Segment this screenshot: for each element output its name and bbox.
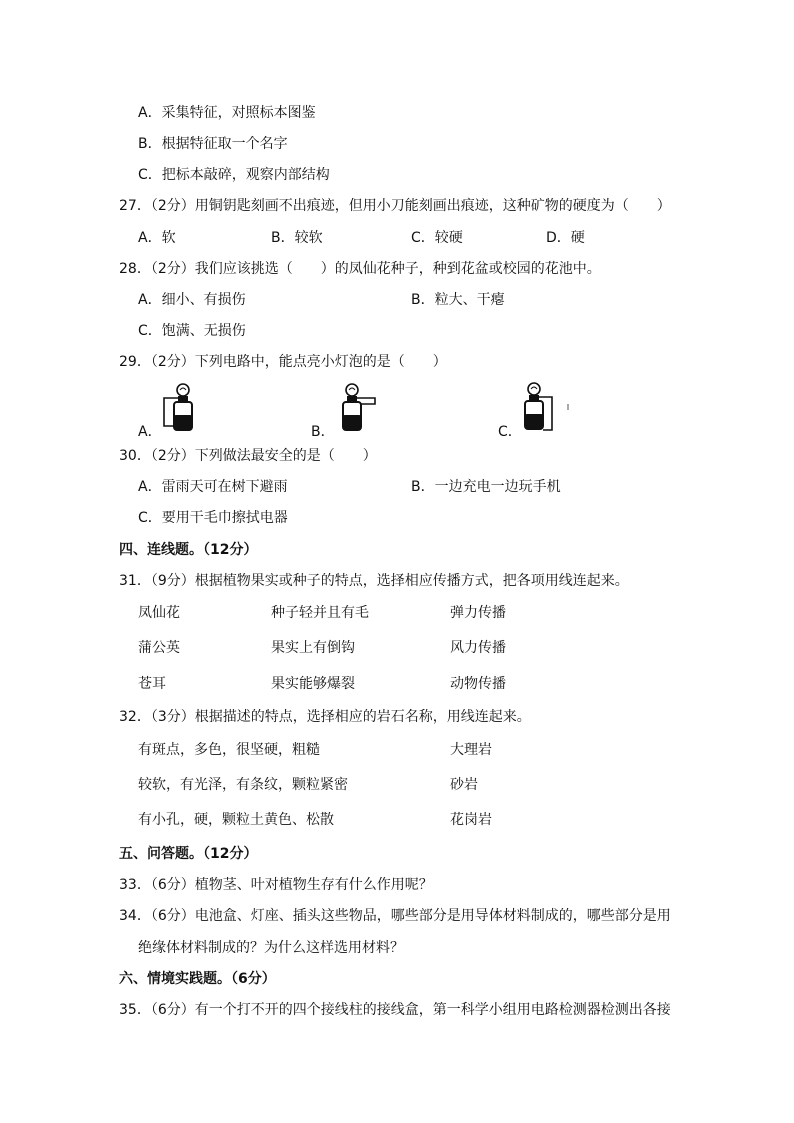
q26-option-b: B．根据特征取一个名字 (138, 136, 288, 152)
q27-option-d: D．硬 (546, 230, 585, 246)
circuit-c-diagram (518, 380, 572, 434)
q31-method-1: 弹力传播 (450, 605, 506, 621)
q35-stem: 35．（6分）有一个打不开的四个接线柱的接线盒，第一科学小组用电路检测器检测出各接 (119, 1002, 671, 1018)
q34-stem: 34．（6分）电池盒、灯座、插头这些物品，哪些部分是用导体材料制成的，哪些部分是用 (119, 908, 671, 924)
q27-option-a: A．软 (138, 230, 176, 246)
section-6-title: 六、情境实践题。（6分） (119, 971, 276, 987)
q29-option-b-label: B． (311, 424, 335, 440)
q32-rock-1: 大理岩 (450, 742, 492, 758)
section-5-title: 五、问答题。（12分） (119, 846, 258, 862)
q29-option-a-label: A． (138, 424, 162, 440)
q26-option-c: C．把标本敲碎，观察内部结构 (138, 167, 330, 183)
q31-method-3: 动物传播 (450, 676, 506, 692)
q32-rock-3: 花岗岩 (450, 812, 492, 828)
q30-option-c: C．要用干毛巾擦拭电器 (138, 510, 288, 526)
q31-plant-3: 苍耳 (138, 676, 166, 692)
circuit-b-diagram (332, 382, 382, 434)
q30-stem: 30．（2分）下列做法最安全的是（ ） (119, 448, 377, 464)
q31-feature-1: 种子轻并且有毛 (271, 605, 369, 621)
q31-plant-2: 蒲公英 (138, 640, 180, 656)
q31-stem: 31．（9分）根据植物果实或种子的特点，选择相应传播方式，把各项用线连起来。 (119, 573, 629, 589)
q33-stem: 33．（6分）植物茎、叶对植物生存有什么作用呢？ (119, 877, 433, 893)
q28-option-a: A．细小、有损伤 (138, 292, 246, 308)
q31-feature-3: 果实能够爆裂 (271, 676, 355, 692)
circuit-a-diagram (160, 382, 206, 434)
q27-stem: 27．（2分）用铜钥匙刻画不出痕迹，但用小刀能刻画出痕迹，这种矿物的硬度为（ ） (119, 198, 671, 214)
q27-option-b: B．较软 (271, 230, 323, 246)
q32-description-1: 有斑点，多色，很坚硬，粗糙 (138, 742, 320, 758)
q32-rock-2: 砂岩 (450, 777, 478, 793)
q28-option-b: B．粒大、干瘪 (411, 292, 505, 308)
q34-stem-continued: 绝缘体材料制成的？为什么这样选用材料？ (138, 940, 404, 956)
q28-option-c: C．饱满、无损伤 (138, 323, 246, 339)
q31-feature-2: 果实上有倒钩 (271, 640, 355, 656)
q30-option-b: B．一边充电一边玩手机 (411, 479, 561, 495)
q29-stem: 29．（2分）下列电路中，能点亮小灯泡的是（ ） (119, 354, 447, 370)
q27-option-c: C．较硬 (411, 230, 463, 246)
q31-method-2: 风力传播 (450, 640, 506, 656)
q32-description-2: 较软，有光泽，有条纹，颗粒紧密 (138, 777, 348, 793)
section-4-title: 四、连线题。（12分） (119, 542, 258, 558)
q32-description-3: 有小孔，硬，颗粒土黄色、松散 (138, 812, 334, 828)
q28-stem: 28．（2分）我们应该挑选（ ）的凤仙花种子，种到花盆或校园的花池中。 (119, 261, 601, 277)
q32-stem: 32．（3分）根据描述的特点，选择相应的岩石名称，用线连起来。 (119, 709, 531, 725)
q26-option-a: A．采集特征，对照标本图鉴 (138, 105, 316, 121)
q31-plant-1: 凤仙花 (138, 605, 180, 621)
q29-option-c-label: C． (498, 424, 522, 440)
q30-option-a: A．雷雨天可在树下避雨 (138, 479, 288, 495)
